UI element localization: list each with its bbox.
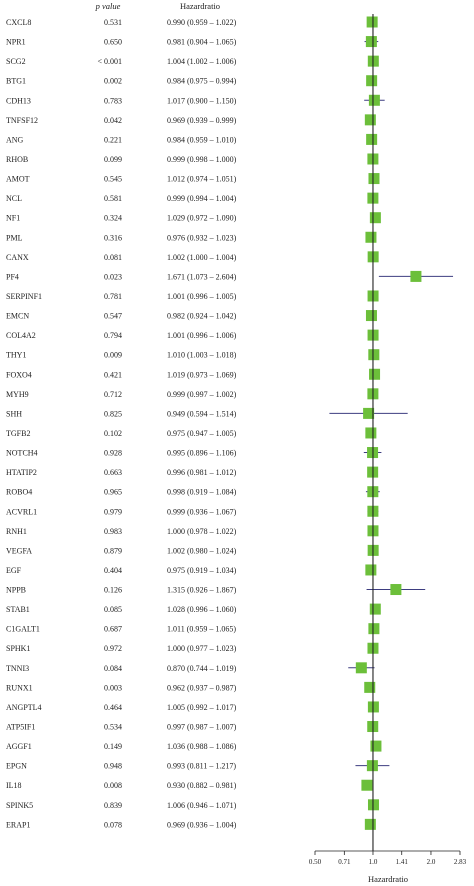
forest-row (6, 447, 381, 458)
hr-ci-text: 0.969 (0.939 – 0.999) (167, 115, 237, 125)
forest-row (6, 643, 378, 654)
forest-row (6, 721, 378, 732)
p-value: 0.042 (104, 115, 122, 125)
gene-label: SPHK1 (6, 644, 31, 654)
gene-label: PF4 (6, 272, 19, 282)
gene-label: BTG1 (6, 76, 26, 86)
p-value: 0.149 (104, 742, 122, 752)
forest-row (6, 17, 378, 28)
gene-label: RNH1 (6, 526, 27, 536)
hr-ci-text: 1.671 (1.073 – 2.604) (167, 272, 237, 282)
hr-marker (366, 75, 377, 86)
forest-row (6, 56, 379, 67)
hr-marker (365, 114, 376, 125)
gene-label: CANX (6, 252, 29, 262)
forest-row (6, 506, 378, 517)
gene-label: SHH (6, 409, 23, 419)
gene-label: ANGPTL4 (6, 702, 42, 712)
forest-row (6, 193, 378, 204)
hr-ci-text: 0.975 (0.919 – 1.034) (167, 565, 237, 575)
forest-row (6, 701, 379, 712)
p-value: 0.794 (104, 331, 122, 341)
gene-label: TNFSF12 (6, 115, 39, 125)
hr-ci-text: 1.028 (0.996 – 1.060) (167, 605, 237, 615)
p-value: 0.783 (104, 96, 122, 106)
p-value: 0.002 (104, 76, 122, 86)
hr-ci-text: 1.017 (0.900 – 1.150) (167, 96, 237, 106)
gene-label: NPR1 (6, 37, 26, 47)
hr-ci-text: 0.999 (0.936 – 1.067) (167, 507, 237, 517)
gene-label: STAB1 (6, 605, 30, 615)
gene-label: AGGF1 (6, 742, 32, 752)
hr-ci-text: 0.999 (0.994 – 1.004) (167, 194, 237, 204)
hr-marker (410, 271, 421, 282)
forest-row (6, 662, 375, 673)
forest-row (6, 310, 377, 321)
hr-marker (370, 604, 381, 615)
forest-row (6, 564, 376, 575)
hr-marker (365, 564, 376, 575)
gene-label: RHOB (6, 154, 29, 164)
p-value: 0.084 (104, 663, 122, 673)
p-value: 0.009 (104, 350, 122, 360)
forest-rows (6, 17, 453, 830)
x-tick-label: 1.0 (368, 858, 378, 866)
hr-ci-text: 0.975 (0.947 – 1.005) (167, 428, 237, 438)
hr-ci-text: 0.930 (0.882 – 0.981) (167, 781, 237, 791)
hr-marker (370, 741, 381, 752)
hr-marker (365, 232, 376, 243)
hr-marker (365, 819, 376, 830)
hr-marker (366, 36, 377, 47)
gene-label: CXCL8 (6, 18, 32, 27)
forest-row (6, 114, 376, 125)
forest-row (6, 369, 380, 380)
forest-row (6, 799, 379, 810)
hr-ci-text: 0.962 (0.937 – 0.987) (167, 683, 237, 693)
hr-ci-text: 1.315 (0.926 – 1.867) (167, 585, 237, 595)
forest-row (6, 682, 375, 693)
hr-ci-text: 0.981 (0.904 – 1.065) (167, 37, 237, 47)
x-tick-label: 2.83 (453, 858, 467, 866)
p-value: 0.324 (104, 213, 122, 223)
gene-label: ROBO4 (6, 487, 33, 497)
hr-marker (370, 212, 381, 223)
forest-row (6, 153, 378, 164)
hr-ci-text: 0.993 (0.811 – 1.217) (167, 761, 237, 771)
gene-label: CDH13 (6, 96, 31, 106)
x-axis-label: Hazardratio (367, 874, 409, 884)
gene-label: EMCN (6, 311, 30, 321)
p-value: 0.531 (104, 18, 122, 27)
hr-marker (366, 310, 377, 321)
p-value: 0.928 (104, 448, 122, 458)
hr-ci-text: 0.976 (0.932 – 1.023) (167, 233, 237, 243)
forest-row (6, 290, 379, 301)
forest-row (6, 75, 377, 86)
hr-marker (367, 760, 378, 771)
forest-row (6, 486, 380, 497)
forest-row (6, 427, 376, 438)
forest-row (6, 232, 376, 243)
forest-row (6, 623, 379, 634)
p-value: 0.023 (104, 272, 122, 282)
p-value: 0.081 (104, 252, 122, 262)
p-value: 0.534 (104, 722, 122, 732)
gene-label: NF1 (6, 213, 21, 223)
p-value: 0.781 (104, 291, 122, 301)
gene-label: NOTCH4 (6, 448, 38, 458)
hr-ci-text: 0.999 (0.997 – 1.002) (167, 389, 237, 399)
hr-ci-text: 1.002 (0.980 – 1.024) (167, 546, 237, 556)
p-value: 0.464 (104, 702, 122, 712)
forest-row (6, 741, 381, 752)
hr-marker (361, 780, 372, 791)
hr-marker (369, 369, 380, 380)
forest-row (6, 212, 381, 223)
x-tick-label: 1.41 (395, 858, 408, 866)
gene-label: MYH9 (6, 389, 29, 399)
hr-ci-text: 0.996 (0.981 – 1.012) (167, 468, 237, 478)
hr-ci-text: 1.019 (0.973 – 1.069) (167, 370, 237, 380)
p-value: 0.545 (104, 174, 122, 184)
gene-label: HTATIP2 (6, 468, 37, 478)
forest-row (6, 271, 453, 282)
hr-marker (364, 682, 375, 693)
p-value: 0.663 (104, 468, 122, 478)
p-value: 0.965 (104, 487, 122, 497)
p-value: 0.972 (104, 644, 122, 654)
p-value: 0.008 (104, 781, 122, 791)
forest-row (6, 780, 372, 791)
forest-row (6, 545, 379, 556)
hr-marker (369, 95, 380, 106)
gene-label: FOXO4 (6, 370, 32, 380)
hr-ci-text: 1.001 (0.996 – 1.006) (167, 331, 237, 341)
p-value: < 0.001 (97, 57, 122, 67)
p-value: 0.825 (104, 409, 122, 419)
p-value: 0.879 (104, 546, 122, 556)
p-value: 0.003 (104, 683, 122, 693)
p-value: 0.078 (104, 820, 122, 830)
hr-marker (356, 662, 367, 673)
gene-label: COL4A2 (6, 331, 36, 341)
pvalue-header: p value (95, 1, 121, 11)
hr-ci-text: 0.995 (0.896 – 1.106) (167, 448, 237, 458)
hr-marker (365, 427, 376, 438)
hr-ci-text: 1.036 (0.988 – 1.086) (167, 742, 237, 752)
forest-row (6, 604, 381, 615)
gene-label: EGF (6, 565, 22, 575)
gene-label: NPPB (6, 585, 27, 595)
x-tick-label: 0.71 (338, 858, 351, 866)
p-value: 0.979 (104, 507, 122, 517)
p-value: 0.839 (104, 800, 122, 810)
gene-label: SPINK5 (6, 800, 34, 810)
gene-label: ACVRL1 (6, 507, 38, 517)
gene-label: VEGFA (6, 546, 33, 556)
x-tick-label: 2.0 (426, 858, 436, 866)
hr-ci-text: 0.997 (0.987 – 1.007) (167, 722, 237, 732)
hr-marker (390, 584, 401, 595)
forest-row (6, 760, 389, 771)
p-value: 0.948 (104, 761, 122, 771)
gene-label: SCG2 (6, 57, 26, 67)
x-tick-label: 0.50 (308, 858, 322, 866)
gene-label: AMOT (6, 174, 30, 184)
hr-ci-text: 0.949 (0.594 – 1.514) (167, 409, 237, 419)
gene-label: THY1 (6, 350, 27, 360)
gene-label: TNNI3 (6, 663, 30, 673)
forest-row (6, 173, 379, 184)
gene-label: RUNX1 (6, 683, 33, 693)
forest-row (6, 584, 425, 595)
p-value: 0.085 (104, 605, 122, 615)
hr-marker (368, 173, 379, 184)
p-value: 0.581 (104, 194, 122, 204)
hr-ci-text: 1.000 (0.977 – 1.023) (167, 644, 237, 654)
hr-marker (368, 623, 379, 634)
gene-label: C1GALT1 (6, 624, 40, 634)
hr-ci-text: 1.002 (1.000 – 1.004) (167, 252, 237, 262)
p-value: 0.547 (104, 311, 122, 321)
forest-row (6, 525, 378, 536)
hr-marker (367, 17, 378, 28)
forest-row (6, 134, 377, 145)
hr-ci-text: 1.029 (0.972 – 1.090) (167, 213, 237, 223)
hr-ci-text: 1.004 (1.002 – 1.006) (167, 57, 237, 67)
hr-ci-text: 1.012 (0.974 – 1.051) (167, 174, 237, 184)
gene-label: ATP5IF1 (6, 722, 36, 732)
hr-ci-text: 0.998 (0.919 – 1.084) (167, 487, 237, 497)
forest-row (6, 251, 379, 262)
p-value: 0.404 (104, 565, 122, 575)
hr-ci-text: 1.001 (0.996 – 1.005) (167, 291, 237, 301)
forest-row (6, 819, 376, 830)
hr-ci-text: 0.984 (0.959 – 1.010) (167, 135, 237, 145)
forest-row (6, 95, 385, 106)
forest-row (6, 36, 378, 47)
gene-label: PML (6, 233, 23, 243)
gene-label: SERPINF1 (6, 291, 43, 301)
hr-ci-text: 1.011 (0.959 – 1.065) (167, 624, 237, 634)
hr-marker (366, 134, 377, 145)
hr-ci-text: 0.870 (0.744 – 1.019) (167, 663, 237, 673)
gene-label: ERAP1 (6, 820, 31, 830)
gene-label: IL18 (6, 781, 22, 791)
p-value: 0.712 (104, 389, 122, 399)
gene-label: EPGN (6, 761, 27, 771)
gene-label: TGFB2 (6, 428, 31, 438)
hr-ci-text: 0.999 (0.998 – 1.000) (167, 154, 237, 164)
x-axis (309, 14, 467, 866)
forest-row (6, 467, 378, 478)
hr-marker (368, 349, 379, 360)
p-value: 0.316 (104, 233, 122, 243)
p-value: 0.650 (104, 37, 122, 47)
p-value: 0.421 (104, 370, 122, 380)
hr-ci-text: 1.006 (0.946 – 1.071) (167, 800, 237, 810)
hr-ci-text: 1.010 (1.003 – 1.018) (167, 350, 237, 360)
p-value: 0.126 (104, 585, 122, 595)
p-value: 0.221 (104, 135, 122, 145)
forest-row (6, 349, 379, 360)
hr-ci-text: 1.000 (0.978 – 1.022) (167, 526, 237, 536)
p-value: 0.687 (104, 624, 122, 634)
p-value: 0.102 (104, 428, 122, 438)
p-value: 0.099 (104, 154, 122, 164)
hr-ci-text: 0.984 (0.975 – 0.994) (167, 76, 237, 86)
hr-ci-text: 0.990 (0.959 – 1.022) (167, 18, 237, 27)
forest-row (6, 330, 379, 341)
forest-row (6, 408, 408, 419)
p-value: 0.983 (104, 526, 122, 536)
gene-label: NCL (6, 194, 22, 204)
hr-ci-text: 1.005 (0.992 – 1.017) (167, 702, 237, 712)
hr-ci-text: 0.969 (0.936 – 1.004) (167, 820, 237, 830)
hr-ci-text: 0.982 (0.924 – 1.042) (167, 311, 237, 321)
forest-row (6, 388, 378, 399)
gene-label: ANG (6, 135, 24, 145)
hazardratio-header: Hazardratio (179, 1, 221, 11)
